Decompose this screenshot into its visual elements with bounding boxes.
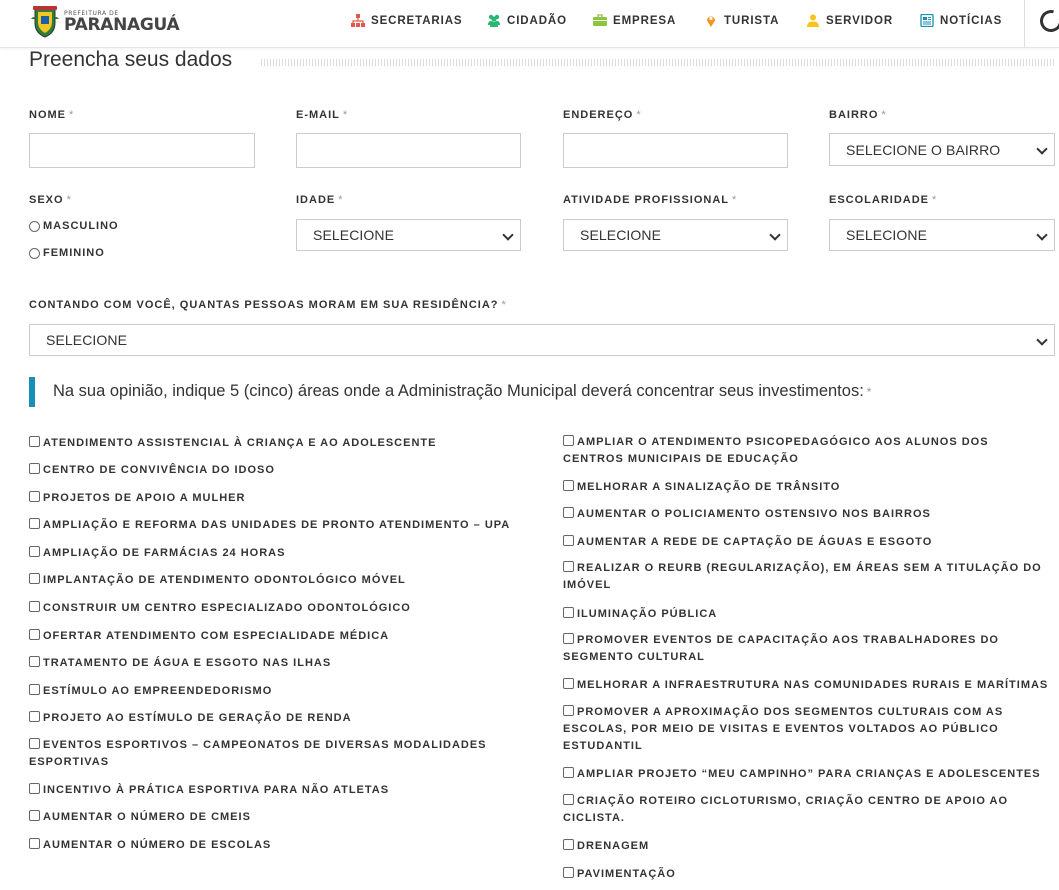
chevron-down-icon <box>769 229 780 240</box>
nav-secretarias[interactable] <box>351 14 462 27</box>
checkbox[interactable] <box>29 491 40 502</box>
option-label: ATENDIMENTO ASSISTENCIAL À CRIANÇA E AO ADOLESCENTE <box>43 437 437 449</box>
option-label: AMPLIAR PROJETO “MEU CAMPINHO” PARA CRIANÇAS E ADOLESCENTES <box>577 768 1041 780</box>
option-checkbox[interactable] <box>563 766 1053 783</box>
bairro-select[interactable] <box>829 133 1055 166</box>
atividade-label <box>563 194 737 206</box>
checkbox[interactable] <box>29 656 40 667</box>
endereco-input[interactable] <box>563 133 788 168</box>
option-label: PROJETOS DE APOIO A MULHER <box>43 492 246 504</box>
required-mark: * <box>866 385 872 399</box>
checkbox[interactable] <box>563 633 574 644</box>
radio-masculino[interactable] <box>29 220 119 232</box>
select-value: SELECIONE <box>846 227 928 243</box>
title-decoration <box>261 59 1055 66</box>
option-checkbox[interactable] <box>29 545 549 562</box>
checkbox[interactable] <box>563 867 574 878</box>
option-label: AUMENTAR O NÚMERO DE ESCOLAS <box>43 839 272 851</box>
option-checkbox[interactable] <box>563 793 1023 827</box>
logo-name: PARANAGUÁ <box>64 14 180 35</box>
nav-turista[interactable] <box>704 14 779 27</box>
option-label: AUMENTAR O POLICIAMENTO OSTENSIVO NOS BAIRROS <box>577 508 931 520</box>
search-icon[interactable] <box>1036 6 1059 36</box>
checkbox[interactable] <box>29 783 40 794</box>
radio-label: FEMININO <box>43 247 105 259</box>
label-text: ENDEREÇO <box>563 109 634 121</box>
label-text: NOME <box>29 109 66 121</box>
checkbox[interactable] <box>563 839 574 850</box>
bairro-label <box>829 109 887 121</box>
checkbox[interactable] <box>29 436 40 447</box>
nav-cidadao[interactable] <box>487 14 567 27</box>
option-checkbox[interactable] <box>563 606 1053 623</box>
pessoas-select[interactable] <box>29 324 1055 356</box>
option-label: INCENTIVO À PRÁTICA ESPORTIVA PARA NÃO ATLETAS <box>43 784 390 796</box>
nav-label: NOTÍCIAS <box>940 14 1003 27</box>
escolaridade-select[interactable] <box>829 219 1055 251</box>
checkbox[interactable] <box>29 810 40 821</box>
checkbox[interactable] <box>563 561 574 572</box>
option-checkbox[interactable] <box>29 462 549 479</box>
nav-label: CIDADÃO <box>507 14 567 27</box>
option-label: PROJETO AO ESTÍMULO DE GERAÇÃO DE RENDA <box>43 712 352 724</box>
option-checkbox[interactable] <box>29 490 549 507</box>
required-mark: * <box>338 194 344 206</box>
option-label: EVENTOS ESPORTIVOS – CAMPEONATOS DE DIVERSAS MODALIDADES ESPORTIVAS <box>29 739 487 768</box>
option-checkbox[interactable] <box>563 632 1033 666</box>
option-checkbox[interactable] <box>563 838 1053 855</box>
prefeitura-logo[interactable] <box>31 4 179 40</box>
option-checkbox[interactable] <box>29 809 549 826</box>
option-label: ESTÍMULO AO EMPREENDEDORISMO <box>43 685 273 697</box>
select-value: SELECIONE O BAIRRO <box>846 141 1001 158</box>
checkbox[interactable] <box>29 684 40 695</box>
radio-label: MASCULINO <box>43 220 119 232</box>
option-label: AMPLIAR O ATENDIMENTO PSICOPEDAGÓGICO AOS ALUNOS DOS CENTROS MUNICIPAIS DE EDUCAÇÃO <box>563 436 989 465</box>
checkbox[interactable] <box>29 463 40 474</box>
map-pin-icon <box>704 14 718 27</box>
option-checkbox[interactable] <box>29 628 549 645</box>
radio-feminino[interactable] <box>29 247 105 259</box>
atividade-select[interactable] <box>563 219 788 251</box>
briefcase-icon <box>593 14 607 27</box>
idade-label <box>296 194 344 206</box>
checkbox[interactable] <box>29 629 40 640</box>
checkbox[interactable] <box>563 794 574 805</box>
checkbox[interactable] <box>29 601 40 612</box>
nav-servidor[interactable] <box>806 14 893 27</box>
page-title: Preencha seus dados <box>29 48 233 71</box>
question-text: Na sua opinião, indique 5 (cinco) áreas onde a Administração Municipal deverá concentrar seus investimentos: <box>53 382 864 400</box>
option-checkbox[interactable] <box>563 866 1053 883</box>
investment-question <box>53 382 871 401</box>
sexo-label <box>29 194 72 206</box>
option-checkbox[interactable] <box>29 600 549 617</box>
nav-divider <box>1024 0 1025 48</box>
option-label: CRIAÇÃO ROTEIRO CICLOTURISMO, CRIAÇÃO CENTRO DE APOIO AO CICLISTA. <box>563 795 1009 824</box>
option-checkbox[interactable] <box>29 837 549 854</box>
nav-label: TURISTA <box>724 14 780 27</box>
pessoas-label <box>29 299 507 311</box>
chevron-down-icon <box>1036 334 1047 345</box>
email-input[interactable] <box>296 133 521 168</box>
checkbox[interactable] <box>563 480 574 491</box>
option-label: CONSTRUIR UM CENTRO ESPECIALIZADO ODONTOLÓGICO <box>43 602 411 614</box>
newspaper-icon <box>920 14 934 27</box>
nome-input[interactable] <box>29 133 255 168</box>
option-label: OFERTAR ATENDIMENTO COM ESPECIALIDADE MÉDICA <box>43 630 390 642</box>
option-checkbox[interactable] <box>29 655 549 672</box>
checkbox[interactable] <box>29 573 40 584</box>
chevron-down-icon <box>1036 229 1047 240</box>
nav-label: SERVIDOR <box>826 14 894 27</box>
required-mark: * <box>636 109 642 121</box>
chevron-down-icon <box>502 229 513 240</box>
option-checkbox[interactable] <box>29 435 549 452</box>
option-checkbox[interactable] <box>29 737 509 771</box>
checkbox[interactable] <box>29 738 40 749</box>
question-accent-bar <box>29 377 35 407</box>
checkbox[interactable] <box>563 678 574 689</box>
user-icon <box>806 14 820 27</box>
nome-label <box>29 109 74 121</box>
checkbox[interactable] <box>29 838 40 849</box>
option-checkbox[interactable] <box>29 710 549 727</box>
label-text: ATIVIDADE PROFISSIONAL <box>563 194 730 206</box>
nav-label: SECRETARIAS <box>371 14 463 27</box>
label-text: IDADE <box>296 194 336 206</box>
required-mark: * <box>66 194 72 206</box>
option-label: MELHORAR A INFRAESTRUTURA NAS COMUNIDADES RURAIS E MARÍTIMAS <box>577 679 1049 691</box>
option-checkbox[interactable] <box>29 782 549 799</box>
users-icon <box>487 14 501 27</box>
checkbox[interactable] <box>563 507 574 518</box>
select-value: SELECIONE <box>46 332 128 348</box>
label-text: ESCOLARIDADE <box>829 194 930 206</box>
option-label: PROMOVER EVENTOS DE CAPACITAÇÃO AOS TRABALHADORES DO SEGMENTO CULTURAL <box>563 634 999 663</box>
option-checkbox[interactable] <box>563 479 1053 496</box>
coat-of-arms-icon <box>31 5 59 39</box>
email-label <box>296 109 348 121</box>
option-label: PROMOVER A APROXIMAÇÃO DOS SEGMENTOS CULTURAIS COM AS ESCOLAS, POR MEIO DE VISITAS E EVENTOS VOLTADOS AO PÚBLICO ESTUDANTIL <box>563 706 1004 752</box>
nav-noticias[interactable] <box>920 14 1002 27</box>
sitemap-icon <box>351 14 365 27</box>
checkbox[interactable] <box>563 535 574 546</box>
radio-button[interactable] <box>29 248 40 259</box>
option-label: AMPLIAÇÃO DE FARMÁCIAS 24 HORAS <box>43 547 286 559</box>
option-label: IMPLANTAÇÃO DE ATENDIMENTO ODONTOLÓGICO MÓVEL <box>43 574 406 586</box>
required-mark: * <box>881 109 887 121</box>
required-mark: * <box>69 109 75 121</box>
select-value: SELECIONE <box>313 227 395 243</box>
option-label: AUMENTAR O NÚMERO DE CMEIS <box>43 811 251 823</box>
option-label: TRATAMENTO DE ÁGUA E ESGOTO NAS ILHAS <box>43 657 332 669</box>
top-navigation-bar <box>0 0 1059 48</box>
option-checkbox[interactable] <box>563 704 1023 755</box>
checkbox[interactable] <box>563 435 574 446</box>
checkbox[interactable] <box>563 705 574 716</box>
checkbox[interactable] <box>29 518 40 529</box>
option-label: PAVIMENTAÇÃO <box>577 868 676 880</box>
option-label: MELHORAR A SINALIZAÇÃO DE TRÂNSITO <box>577 481 841 493</box>
select-value: SELECIONE <box>580 227 662 243</box>
checkbox[interactable] <box>29 711 40 722</box>
nav-label: EMPRESA <box>613 14 677 27</box>
escolaridade-label <box>829 194 937 206</box>
option-checkbox[interactable] <box>29 572 549 589</box>
label-text: SEXO <box>29 194 64 206</box>
radio-button[interactable] <box>29 221 40 232</box>
chevron-down-icon <box>1036 143 1047 154</box>
checkbox[interactable] <box>563 607 574 618</box>
option-label: AUMENTAR A REDE DE CAPTAÇÃO DE ÁGUAS E ESGOTO <box>577 536 933 548</box>
required-mark: * <box>732 194 738 206</box>
option-checkbox[interactable] <box>29 517 549 534</box>
option-checkbox[interactable] <box>563 506 1053 523</box>
label-text: E-MAIL <box>296 109 340 121</box>
option-checkbox[interactable] <box>563 677 1058 694</box>
nav-empresa[interactable] <box>593 14 676 27</box>
option-label: DRENAGEM <box>577 840 650 852</box>
option-label: CENTRO DE CONVIVÊNCIA DO IDOSO <box>43 464 275 476</box>
checkbox[interactable] <box>563 767 574 778</box>
required-mark: * <box>501 299 507 311</box>
option-checkbox[interactable] <box>29 683 549 700</box>
option-checkbox[interactable] <box>563 560 1053 594</box>
option-label: AMPLIAÇÃO E REFORMA DAS UNIDADES DE PRONTO ATENDIMENTO – UPA <box>43 519 511 531</box>
logo-text <box>64 11 179 34</box>
option-label: REALIZAR O REURB (REGULARIZAÇÃO), EM ÁREAS SEM A TITULAÇÃO DO IMÓVEL <box>563 562 1042 591</box>
idade-select[interactable] <box>296 219 521 251</box>
label-text: CONTANDO COM VOCÊ, QUANTAS PESSOAS MORAM EM SUA RESIDÊNCIA? <box>29 299 499 311</box>
logo-subtitle: PREFEITURA DE <box>64 9 119 17</box>
required-mark: * <box>342 109 349 121</box>
option-label: ILUMINAÇÃO PÚBLICA <box>577 608 718 620</box>
endereco-label <box>563 109 642 121</box>
option-checkbox[interactable] <box>563 534 1053 551</box>
label-text: BAIRRO <box>829 109 879 121</box>
checkbox[interactable] <box>29 546 40 557</box>
required-mark: * <box>932 194 938 206</box>
option-checkbox[interactable] <box>563 434 1043 468</box>
